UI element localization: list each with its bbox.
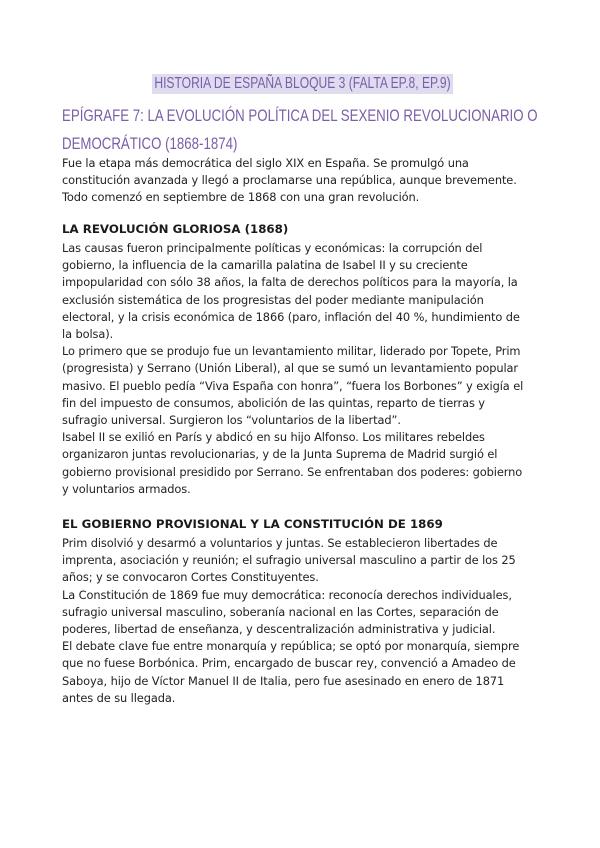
paragraph: Prim disolvió y desarmó a voluntarios y juntas. Se establecieron libertades de imprenta, asociación y reunión; el sufragio universal masculino a partir de los 25 años; y se convocaron Cortes Constituyentes. — [62, 536, 516, 585]
paragraph: Isabel II se exilió en París y abdicó en su hijo Alfonso. Los militares rebeldes organizaron juntas revolucionarias, y de la Junta Suprema de Madrid surgió el gobierno provisional presidido por Serrano. Se enfrentaban dos poderes: gobierno y voluntarios armados. — [62, 430, 523, 496]
epigraph-title: EPÍGRAFE 7: LA EVOLUCIÓN POLÍTICA DEL SEXENIO REVOLUCIONARIO O DEMOCRÁTICO (1868-1874) — [62, 106, 538, 153]
section-body-gobierno — [62, 535, 532, 707]
paragraph: Las causas fueron principalmente políticas y económicas: la corrupción del gobierno, la influencia de la camarilla palatina de Isabel II y su creciente impopularidad con sólo 38 años, la falta de derechos políticos para la mayoría, la exclusión sistemática de los progresistas del poder mediante manipulación electoral, y la crisis económica de 1866 (paro, inflación del 40 %, hundimiento de la bolsa). — [62, 241, 520, 342]
section-title-revolucion: LA REVOLUCIÓN GLORIOSA (1868) — [62, 222, 289, 236]
paragraph: El debate clave fue entre monarquía y república; se optó por monarquía, siempre que no fuese Borbónica. Prim, encargado de buscar rey, convenció a Amadeo de Saboya, hijo de Víctor Manuel II de Italia, pero fue asesinado en enero de 1871 antes de su llegada. — [62, 639, 520, 705]
document-header: HISTORIA DE ESPAÑA BLOQUE 3 (FALTA EP.8, EP.9) — [152, 74, 453, 94]
paragraph: La Constitución de 1869 fue muy democrática: reconocía derechos individuales, sufragio universal masculino, soberanía nacional en las Cortes, separación de poderes, libertad de enseñanza, y descentralización administrativa y judicial. — [62, 587, 512, 637]
section-body-revolucion — [62, 240, 532, 498]
section-title-gobierno: EL GOBIERNO PROVISIONAL Y LA CONSTITUCIÓN DE 1869 — [62, 517, 443, 531]
paragraph: Lo primero que se produjo fue un levantamiento militar, liderado por Topete, Prim (progresista) y Serrano (Unión Liberal), al que se sumó un levantamiento popular masivo. El pueblo pedía “Viva España con honra”, “fuera los Borbones” y exigía el fin del impuesto de consumos, abolición de las quintas, reparto de tierras y sufragio universal. Surgieron los “voluntarios de la libertad”. — [62, 344, 524, 428]
intro-paragraph: Fue la etapa más democrática del siglo XIX en España. Se promulgó una constitución avanzada y llegó a proclamarse una república, aunque brevemente. Todo comenzó en septiembre de 1868 con una gran revolución. — [62, 156, 517, 205]
